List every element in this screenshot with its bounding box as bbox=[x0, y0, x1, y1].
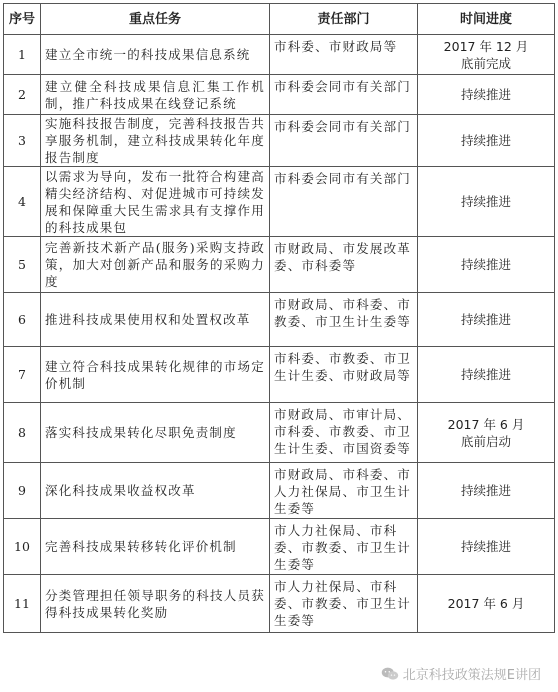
row-task: 推进科技成果使用权和处置权改革 bbox=[41, 293, 270, 347]
watermark-text: 北京科技政策法规E讲团 bbox=[402, 668, 541, 683]
row-department: 市财政局、市审计局、市科委、市教委、市卫生计生委、市国资委等 bbox=[270, 403, 418, 463]
row-task: 实施科技报告制度，完善科技报告共享服务机制，建立科技成果转化年度报告制度 bbox=[41, 115, 270, 167]
table-row bbox=[4, 403, 555, 463]
row-progress: 持续推进 bbox=[418, 347, 555, 403]
table-row bbox=[4, 237, 555, 293]
row-progress: 2017 年 6 月 bbox=[418, 575, 555, 633]
row-task: 深化科技成果收益权改革 bbox=[41, 463, 270, 519]
row-progress: 持续推进 bbox=[418, 115, 555, 167]
row-department: 市人力社保局、市科委、市教委、市卫生计生委等 bbox=[270, 575, 418, 633]
row-progress: 持续推进 bbox=[418, 75, 555, 115]
row-department: 市财政局、市科委、市人力社保局、市卫生计生委等 bbox=[270, 463, 418, 519]
row-task: 建立全市统一的科技成果信息系统 bbox=[41, 35, 270, 75]
table-row bbox=[4, 463, 555, 519]
table-row bbox=[4, 347, 555, 403]
header-progress: 时间进度 bbox=[418, 4, 555, 35]
row-department: 市财政局、市科委、市教委、市卫生计生委等 bbox=[270, 293, 418, 347]
row-task: 建立符合科技成果转化规律的市场定价机制 bbox=[41, 347, 270, 403]
row-progress: 2017 年 6 月 底前启动 bbox=[418, 403, 555, 463]
row-progress: 持续推进 bbox=[418, 519, 555, 575]
row-department: 市人力社保局、市科委、市教委、市卫生计生委等 bbox=[270, 519, 418, 575]
row-task: 分类管理担任领导职务的科技人员获得科技成果转化奖励 bbox=[41, 575, 270, 633]
header-task: 重点任务 bbox=[41, 4, 270, 35]
row-task: 以需求为导向，发布一批符合构建高精尖经济结构、对促进城市可持续发展和保障重大民生需求具有支撑作用的科技成果包 bbox=[41, 167, 270, 237]
table-row bbox=[4, 575, 555, 633]
watermark bbox=[378, 663, 544, 684]
row-progress: 持续推进 bbox=[418, 463, 555, 519]
row-task: 落实科技成果转化尽职免责制度 bbox=[41, 403, 270, 463]
row-serial: 8 bbox=[4, 403, 41, 463]
row-department: 市科委会同市有关部门 bbox=[270, 75, 418, 115]
tasks-table bbox=[3, 3, 555, 633]
row-serial: 4 bbox=[4, 167, 41, 237]
row-serial: 9 bbox=[4, 463, 41, 519]
table-row bbox=[4, 75, 555, 115]
row-serial: 3 bbox=[4, 115, 41, 167]
row-progress: 2017 年 12 月 底前完成 bbox=[418, 35, 555, 75]
table-body bbox=[4, 35, 555, 633]
row-serial: 6 bbox=[4, 293, 41, 347]
row-serial: 5 bbox=[4, 237, 41, 293]
table-row bbox=[4, 115, 555, 167]
row-serial: 10 bbox=[4, 519, 41, 575]
row-serial: 7 bbox=[4, 347, 41, 403]
row-department: 市科委会同市有关部门 bbox=[270, 115, 418, 167]
row-department: 市财政局、市发展改革委、市科委等 bbox=[270, 237, 418, 293]
row-serial: 1 bbox=[4, 35, 41, 75]
wechat-icon bbox=[381, 666, 399, 682]
row-task: 建立健全科技成果信息汇集工作机制，推广科技成果在线登记系统 bbox=[41, 75, 270, 115]
table-row bbox=[4, 167, 555, 237]
table-row bbox=[4, 35, 555, 75]
row-progress: 持续推进 bbox=[418, 167, 555, 237]
row-task: 完善新技术新产品(服务)采购支持政策，加大对创新产品和服务的采购力度 bbox=[41, 237, 270, 293]
table-row bbox=[4, 519, 555, 575]
row-department: 市科委、市财政局等 bbox=[270, 35, 418, 75]
row-department: 市科委、市教委、市卫生计生委、市财政局等 bbox=[270, 347, 418, 403]
table-header-row bbox=[4, 4, 555, 35]
row-serial: 11 bbox=[4, 575, 41, 633]
row-progress: 持续推进 bbox=[418, 293, 555, 347]
row-serial: 2 bbox=[4, 75, 41, 115]
header-serial: 序号 bbox=[4, 4, 41, 35]
row-task: 完善科技成果转移转化评价机制 bbox=[41, 519, 270, 575]
header-department: 责任部门 bbox=[270, 4, 418, 35]
table-row bbox=[4, 293, 555, 347]
row-department: 市科委会同市有关部门 bbox=[270, 167, 418, 237]
row-progress: 持续推进 bbox=[418, 237, 555, 293]
